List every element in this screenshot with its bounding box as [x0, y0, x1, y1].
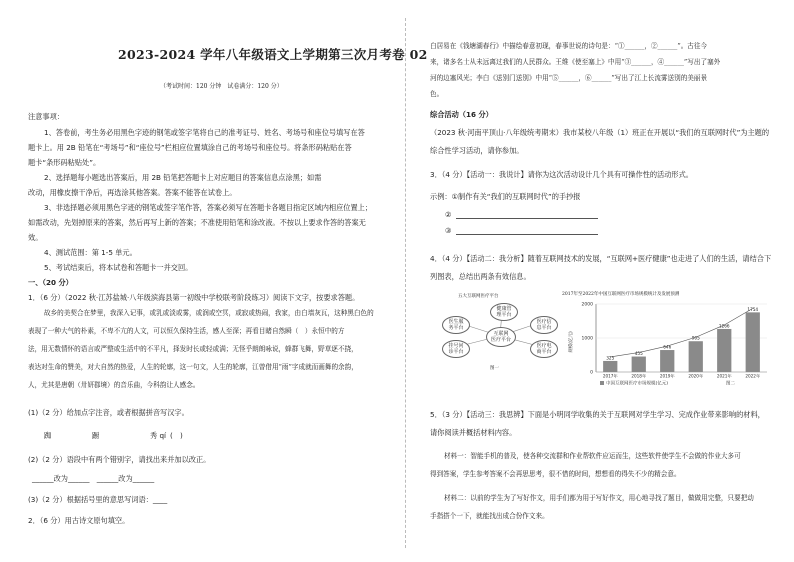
notice-line: 2、选择题每小题选出答案后，用 2B 铅笔把答题卡上对应题目的答案信息点涂黑；如需: [44, 173, 322, 182]
bar: [632, 357, 646, 372]
bar: [603, 361, 617, 372]
bar-value-label: 1266: [718, 323, 730, 329]
passage-line: 人，尤其是唐朝（卅妍郡境）的音乐曲，今科韵让人感念。: [28, 381, 200, 389]
material-1: 得到答案，学生参考答案不会再思思考，很不惜的时间，想想看的得失不少的精会意。: [430, 470, 681, 478]
passage-line: 故乡的美契合在梦里，我深入记事，或乳或淡或雾，或润或空冥，或寂或热闹，我家，由白墙灰瓦，这种黑白色的: [44, 309, 374, 317]
x-tick-label: 2018年: [631, 373, 647, 379]
x-tick-label: 2020年: [688, 373, 704, 379]
figure-caption: 图二: [726, 381, 735, 387]
pinyin-item: 秀 qí: [150, 431, 167, 440]
legend-label: 中国互联网医疗市场规模(亿元): [606, 381, 669, 387]
notice-line: 题卡“条形码粘贴处”。: [28, 158, 101, 167]
notice-line: 5、考试结束后，将本试卷和答题卡一并交回。: [44, 263, 193, 272]
diagram-center-node: 互联网 医疗平台: [486, 327, 516, 347]
material-2: 材料二：以前的学生为了写好作文，用手们都为用于写好作文，用心地寻找了题目，做做用完整，只要把动: [444, 494, 754, 502]
poem-fill-line: 河的边塞风光；李白《送别门送别》中用“⑤______，⑥______”写出了江上长流雾送别的美丽景: [430, 74, 708, 82]
exam-title: 2023-2024 学年八年级语文上学期第三次月考卷 02: [118, 47, 428, 62]
blank-label: ③: [445, 226, 452, 235]
bar-value-label: 1754: [747, 306, 759, 312]
figure-2-chart: [562, 290, 777, 390]
bar: [717, 329, 731, 372]
diagram-title: 五大互联网医疗平台: [458, 294, 499, 299]
activity-heading: 综合活动（16 分）: [430, 110, 493, 119]
diagram-node: 医疗信 息平台: [530, 316, 558, 334]
example-line: 示例：①制作有关“我们的互联网时代”的手抄报: [430, 192, 581, 201]
y-tick-label: 0: [590, 370, 593, 376]
x-tick-label: 2022年: [745, 373, 761, 379]
question-2: 2．（6 分）用古诗文原句填空。: [28, 516, 130, 525]
chart-title: 2017年至2022年中国互联网医疗市场规模统计及发展预测: [562, 292, 680, 297]
y-tick-label: 2000: [581, 302, 593, 308]
pinyin-item: 蹰: [92, 431, 100, 440]
pinyin-item: 踟: [44, 431, 52, 440]
bar: [660, 350, 674, 372]
bar-chart-svg: [562, 290, 777, 390]
question-4: 列图表，总结出两条有效信息。: [430, 272, 531, 281]
passage-line: 表现了一种大气的朴素，不卑不亢的人文，可以恒久保持生活，感人至深；再看目睹自然瞬（ ）永恒中的方: [28, 327, 345, 335]
passage-line: 法，用无数情怀的语言或严整或生活中的不平凡，择发时长或轻或满；无怪乎朗朗咏说，蜂群飞舞，野草逐不挠，: [28, 345, 358, 353]
bar-value-label: 455: [634, 351, 643, 357]
sub-question: (2)（2 分）语段中有两个错别字，请找出来并加以改正。: [28, 455, 211, 464]
bar: [689, 341, 703, 372]
question-4: 4．（4 分）【活动二：我分析】随着互联网技术的发展，“互联网+医疗健康”也走进了人们的生活，请结合下: [430, 254, 772, 263]
diagram-node: 挂号问 诊平台: [442, 340, 470, 358]
notice-heading: 注意事项：: [28, 112, 64, 121]
exam-info: （考试时间：120 分钟 试卷满分：120 分）: [160, 83, 283, 90]
x-tick-label: 2021年: [716, 373, 732, 379]
answer-blank[interactable]: [456, 218, 598, 219]
question-3: 3．（4 分）【活动一：我说计】请你为这次活动设计几个具有可操作性的活动形式。: [430, 170, 693, 179]
y-tick-label: 1000: [581, 336, 593, 342]
bar-value-label: 325: [606, 355, 615, 361]
question-5: 请你阅读并概括材料内容。: [430, 428, 517, 437]
question-1: 1．（6 分）（2022 秋·江苏盐城·八年级滨海县第一初级中学校联考阶段练习）阅读下文字，按要求答题。: [28, 293, 360, 302]
bar-value-label: 646: [663, 344, 672, 350]
notice-line: 改动，用橡皮擦干净后，再选涂其他答案。答案不能答在试卷上。: [28, 188, 237, 197]
bar: [746, 312, 760, 372]
y-axis-label: 规模(亿元): [569, 331, 574, 353]
blank-label: ②: [445, 210, 452, 219]
poem-fill-line: 色。: [430, 90, 444, 98]
diagram-node: 医生服 务平台: [442, 316, 470, 334]
diagram-node: 健康管 理平台: [490, 303, 518, 321]
diagram-node: 医疗电 商平台: [530, 340, 558, 358]
poem-fill-line: 白居易在《钱塘湖春行》中描绘春意初现，春事世说的诗句是：“①______，②______”。古往今: [430, 42, 708, 50]
sub-question: (1)（2 分）给加点字注音，或者根据拼音写汉字。: [28, 408, 189, 417]
notice-line: 1、答卷前，考生务必用黑色字迹的钢笔或签字笔将自己的准考证号、姓名、考场号和座位号填写在答: [44, 128, 365, 137]
x-tick-label: 2019年: [659, 373, 675, 379]
answer-blank[interactable]: [456, 234, 598, 235]
answer-line[interactable]: ______改为______ ______改为______: [32, 474, 155, 483]
figure-caption: 图一: [490, 366, 499, 371]
notice-line: 如需改动，先划掉原来的答案，然后再写上新的答案；不准使用铅笔和涂改液。不按以上要求作答的答案无: [28, 218, 366, 227]
notice-line: 3、非选择题必须用黑色字迹的钢笔或签字笔作答，答案必须写在答题卡各题目指定区域内相应位置上；: [44, 203, 373, 212]
poem-fill-line: 来，诸多名士从未远离过我们的人民群众。王维《使至塞上》中用“③______，④______”写出了塞外: [430, 58, 721, 66]
pinyin-item: ( ): [170, 431, 183, 440]
passage-line: 表达对生命的赞美，对大自然的热爱，人生的轮廓，这一句文，人生的轮廓，江曾借用“雨”字成就而画舞的余韵，: [28, 363, 358, 371]
x-tick-label: 2017年: [602, 373, 618, 379]
bar-value-label: 905: [691, 335, 700, 341]
column-divider: [405, 18, 406, 548]
sub-question: (3)（2 分）根据括号里的意思写词语：____: [28, 495, 168, 504]
notice-line: 4、测试范围：第 1-5 单元。: [44, 248, 137, 257]
material-1: 材料一：智能手机的普及，使各种交流群和作业帮软件应运而生，这些软件使学生不会做的作业大多可: [444, 452, 741, 460]
notice-line: 题卡上。用 2B 铅笔在“考场号”和“座位号”栏相应位置填涂自己的考场号和座位号。将条形码粘贴在答: [28, 143, 352, 152]
section-heading: 一、（20 分）: [28, 278, 73, 287]
legend-swatch: [600, 381, 604, 385]
activity-intro: （2023 秋·河南平顶山·八年级统考期末）我市某校八年级（1）班正在开展以“我们的互联网时代”为主题的: [430, 128, 770, 137]
notice-line: 效。: [28, 233, 43, 242]
activity-intro: 综合性学习活动，请你参加。: [430, 146, 524, 155]
question-5: 5．（3 分）【活动三：我思辨】下面是小明同学收集的关于互联网对学生学习、完成作业带来影响的材料，: [430, 410, 765, 419]
material-2: 手指搭个一下，就能找出成合份作文来。: [430, 512, 549, 520]
